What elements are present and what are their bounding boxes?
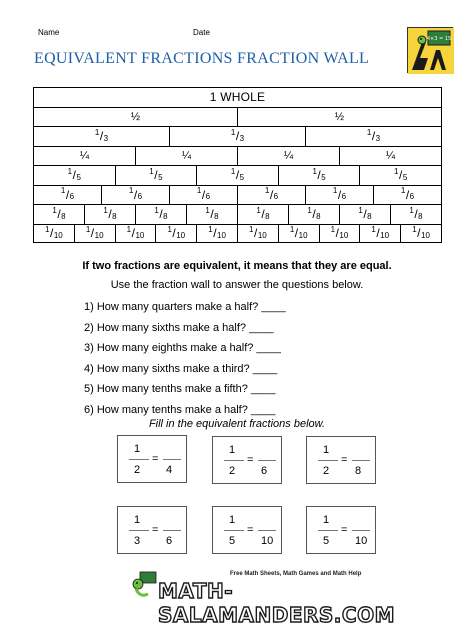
wall-cell	[34, 127, 170, 146]
fraction-slash: /	[261, 207, 265, 222]
fraction-numerator: 1	[103, 205, 108, 215]
wall-cell: ¼	[136, 147, 238, 166]
wall-cell-whole: 1 WHOLE	[34, 88, 442, 107]
fraction-slash: /	[72, 168, 76, 183]
footer-brand: MATH-SALAMANDERS.COM	[158, 579, 395, 627]
wall-row-whole	[33, 87, 442, 107]
fraction-bar	[224, 460, 244, 461]
fraction-denominator: 2	[323, 465, 330, 477]
wall-cell	[34, 166, 116, 185]
equals-sign: =	[247, 454, 254, 466]
fraction-numerator: 1	[230, 166, 236, 176]
fraction-denominator: 10	[257, 230, 267, 240]
wall-cell: ½	[238, 108, 442, 127]
wall-cell	[197, 225, 238, 243]
fraction-denominator: 2	[229, 465, 236, 477]
fraction-numerator: 1	[332, 186, 338, 196]
fraction-numerator: 1	[394, 166, 399, 176]
wall-row-2	[33, 107, 442, 127]
fraction-slash: /	[417, 226, 421, 241]
equals-sign: =	[341, 524, 348, 536]
fraction-bar	[129, 459, 149, 460]
target-denominator: 6	[166, 535, 173, 547]
wall-cell	[289, 205, 340, 224]
fraction-denominator: 5	[229, 535, 236, 547]
fraction-numerator: 1	[134, 514, 141, 526]
fraction-denominator: 8	[265, 211, 270, 221]
wall-row-8	[33, 204, 442, 224]
fraction-slash: /	[210, 207, 214, 222]
wall-cell	[374, 186, 442, 205]
fraction-slash: /	[235, 129, 240, 144]
fraction-numerator: 1	[134, 443, 141, 455]
question-item: 1) How many quarters make a half? ____	[84, 301, 286, 313]
name-label: Name	[38, 28, 60, 37]
wall-cell: ½	[34, 108, 238, 127]
fraction-numerator: 1	[371, 224, 376, 234]
fraction-numerator: 1	[412, 224, 417, 234]
wall-cell	[306, 186, 374, 205]
fraction-slash: /	[99, 129, 104, 144]
fraction-slash: /	[405, 187, 410, 202]
fraction-numerator: 1	[249, 224, 254, 234]
fraction-slash: /	[269, 187, 274, 202]
wall-cell: ¼	[340, 147, 442, 166]
question-item: 2) How many sixths make a half? ____	[84, 321, 274, 334]
date-label: Date	[193, 28, 210, 37]
fraction-slash: /	[414, 207, 418, 222]
fraction-numerator: 1	[85, 224, 91, 234]
fraction-bar	[318, 530, 338, 531]
fraction-denominator: 8	[418, 211, 423, 221]
fraction-denominator: 6	[137, 192, 143, 202]
fraction-slash: /	[57, 207, 61, 222]
wall-cell	[170, 186, 238, 205]
fraction-wall	[33, 87, 442, 243]
wall-row-5	[33, 165, 442, 185]
fraction-denominator: 5	[323, 535, 330, 547]
fraction-slash: /	[159, 207, 163, 222]
fraction-slash: /	[133, 187, 138, 202]
fraction-denominator: 5	[321, 172, 326, 182]
wall-cell	[85, 205, 136, 224]
fraction-slash: /	[108, 207, 112, 222]
fill-instruction: Fill in the equivalent fractions below.	[148, 418, 326, 430]
fraction-box	[212, 436, 282, 484]
fraction-numerator: 1	[126, 224, 132, 234]
wall-cell	[116, 225, 157, 243]
salamander-math-logo-icon	[407, 27, 453, 73]
fraction-numerator: 1	[330, 224, 336, 234]
fraction-box	[306, 436, 376, 484]
fraction-denominator: 3	[134, 535, 141, 547]
question-list	[84, 300, 404, 423]
wall-cell	[360, 225, 401, 243]
fraction-denominator: 10	[380, 230, 390, 240]
fraction-numerator: 1	[229, 514, 236, 526]
footer	[130, 570, 440, 627]
fraction-denominator: 8	[214, 211, 219, 221]
fraction-denominator: 10	[176, 230, 186, 240]
equivalence-statement: If two fractions are equivalent, it means that they are equal.	[82, 260, 392, 272]
fraction-denominator: 3	[103, 133, 109, 143]
fraction-slash: /	[172, 226, 176, 241]
wall-cell: ¼	[238, 147, 340, 166]
fraction-numerator: 1	[323, 444, 330, 456]
wall-cell	[197, 166, 279, 185]
fraction-numerator: 1	[264, 186, 270, 196]
wall-cell	[279, 166, 361, 185]
header-labels	[38, 28, 338, 42]
wall-cell	[238, 225, 279, 243]
question-item: 5) How many tenths make a fifth? ____	[84, 383, 276, 395]
fraction-numerator: 1	[289, 224, 295, 234]
salamander-icon	[130, 570, 160, 600]
wall-cell	[238, 186, 306, 205]
fraction-denominator: 8	[61, 211, 66, 221]
target-denominator: 10	[261, 535, 274, 547]
fraction-numerator: 1	[60, 186, 66, 196]
fraction-denominator: 5	[158, 172, 163, 182]
fraction-slash: /	[312, 207, 316, 222]
fraction-slash: /	[213, 226, 217, 241]
fraction-denominator: 10	[298, 230, 308, 240]
fraction-denominator: 5	[402, 172, 408, 182]
wall-cell	[34, 186, 102, 205]
wall-cell	[320, 225, 361, 243]
fraction-slash: /	[201, 187, 206, 202]
equals-sign: =	[341, 454, 348, 466]
wall-cell	[238, 205, 289, 224]
wall-cell	[279, 225, 320, 243]
fraction-denominator: 2	[134, 464, 141, 476]
fraction-numerator: 1	[358, 205, 363, 215]
fraction-denominator: 10	[217, 230, 226, 240]
answer-blank[interactable]	[258, 460, 276, 461]
fraction-denominator: 3	[239, 133, 245, 143]
fraction-denominator: 8	[316, 211, 321, 221]
answer-blank[interactable]	[163, 459, 181, 460]
wall-row-3	[33, 126, 442, 146]
fraction-numerator: 1	[409, 205, 414, 215]
fraction-numerator: 1	[256, 205, 261, 215]
fraction-numerator: 1	[208, 224, 213, 234]
fraction-slash: /	[371, 129, 376, 144]
footer-tagline: Free Math Sheets, Math Games and Math Help	[230, 571, 362, 577]
fraction-slash: /	[335, 226, 339, 241]
fraction-denominator: 10	[339, 230, 349, 240]
fraction-slash: /	[376, 226, 380, 241]
fraction-slash: /	[317, 168, 321, 183]
fraction-box	[117, 435, 187, 483]
wall-cell	[116, 166, 198, 185]
fraction-slash: /	[90, 226, 95, 241]
fraction-denominator: 6	[205, 192, 211, 202]
target-denominator: 8	[355, 465, 362, 477]
wall-cell	[391, 205, 442, 224]
question-item: 4) How many sixths make a third? ____	[84, 362, 278, 375]
fraction-numerator: 1	[67, 166, 73, 176]
fraction-box	[117, 506, 187, 554]
fraction-slash: /	[235, 168, 240, 183]
fraction-denominator: 10	[94, 230, 104, 240]
fraction-numerator: 1	[205, 205, 210, 215]
fraction-numerator: 1	[149, 166, 154, 176]
fraction-numerator: 1	[307, 205, 312, 215]
wall-cell	[306, 127, 442, 146]
equals-sign: =	[152, 524, 159, 536]
wall-cell	[136, 205, 187, 224]
fraction-denominator: 8	[163, 211, 168, 221]
wall-row-4	[33, 146, 442, 166]
fraction-box	[212, 506, 282, 554]
fraction-slash: /	[363, 207, 367, 222]
fraction-slash: /	[65, 187, 70, 202]
wall-cell	[156, 225, 197, 243]
wall-instruction: Use the fraction wall to answer the questions below.	[110, 279, 364, 291]
fraction-numerator: 1	[128, 186, 134, 196]
wall-cell	[340, 205, 391, 224]
fraction-denominator: 6	[69, 192, 75, 202]
target-denominator: 4	[166, 464, 173, 476]
fraction-numerator: 1	[94, 127, 100, 137]
fraction-slash: /	[253, 226, 258, 241]
fraction-denominator: 5	[76, 172, 81, 182]
fraction-slash: /	[131, 226, 135, 241]
fraction-numerator: 1	[196, 186, 202, 196]
fraction-numerator: 1	[323, 514, 330, 526]
wall-row-6	[33, 185, 442, 205]
fraction-denominator: 10	[135, 230, 145, 240]
wall-cell: ¼	[34, 147, 136, 166]
fraction-numerator: 1	[52, 205, 57, 215]
fraction-slash: /	[294, 226, 299, 241]
fraction-numerator: 1	[400, 186, 406, 196]
wall-cell	[102, 186, 170, 205]
fraction-denominator: 5	[239, 172, 245, 182]
fraction-denominator: 6	[341, 192, 347, 202]
fraction-numerator: 1	[229, 444, 236, 456]
fraction-denominator: 6	[273, 192, 279, 202]
target-denominator: 10	[355, 535, 368, 547]
equals-sign: =	[247, 524, 254, 536]
fraction-box	[306, 506, 376, 554]
fraction-denominator: 3	[375, 133, 381, 143]
logo-board-text: 4×3 = 15	[426, 36, 452, 42]
wall-cell	[360, 166, 442, 185]
wall-cell	[170, 127, 306, 146]
fraction-slash: /	[337, 187, 342, 202]
fraction-numerator: 1	[312, 166, 317, 176]
fraction-denominator: 8	[112, 211, 117, 221]
wall-cell	[187, 205, 238, 224]
fraction-denominator: 10	[53, 230, 63, 240]
wall-cell	[75, 225, 116, 243]
fraction-numerator: 1	[154, 205, 159, 215]
fraction-slash: /	[399, 168, 403, 183]
answer-blank[interactable]	[258, 530, 276, 531]
equals-sign: =	[152, 453, 159, 465]
question-item: 6) How many tenths make a half? ____	[84, 403, 276, 416]
answer-blank[interactable]	[352, 530, 370, 531]
fraction-bar	[318, 460, 338, 461]
fraction-slash: /	[50, 226, 54, 241]
fraction-denominator: 6	[409, 192, 415, 202]
wall-cell	[34, 205, 85, 224]
fraction-numerator: 1	[366, 127, 372, 137]
fraction-bar	[129, 530, 149, 531]
fraction-denominator: 10	[421, 230, 430, 240]
fraction-numerator: 1	[230, 127, 236, 137]
wall-row-10	[33, 224, 442, 244]
answer-blank[interactable]	[352, 460, 370, 461]
fraction-bar	[224, 530, 244, 531]
wall-cell	[34, 225, 75, 243]
page-title: EQUIVALENT FRACTIONS FRACTION WALL	[34, 50, 370, 67]
question-item: 3) How many eighths make a half? ____	[84, 342, 281, 354]
fraction-slash: /	[154, 168, 158, 183]
fraction-denominator: 8	[367, 211, 372, 221]
fraction-numerator: 1	[167, 224, 172, 234]
fraction-numerator: 1	[45, 224, 50, 234]
answer-blank[interactable]	[163, 530, 181, 531]
target-denominator: 6	[261, 465, 268, 477]
wall-cell	[401, 225, 442, 243]
